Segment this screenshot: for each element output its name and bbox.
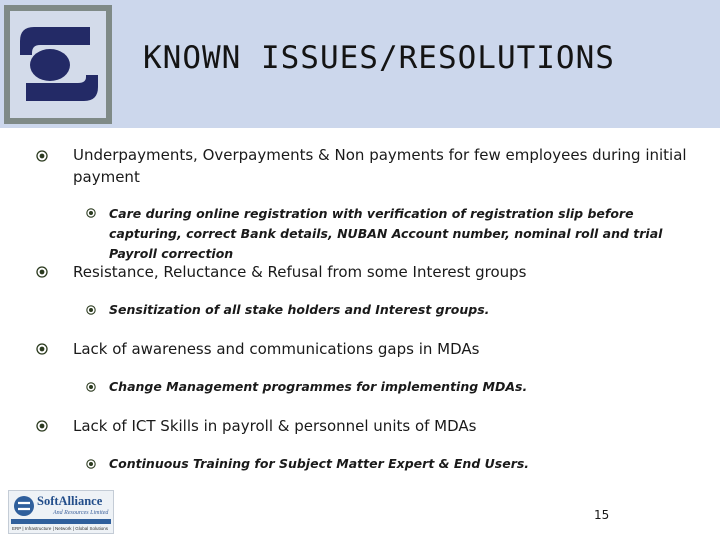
bullet-icon xyxy=(36,150,48,162)
issue-item-3: Lack of awareness and communications gaps in MDAs xyxy=(73,340,480,358)
bullet-icon xyxy=(36,420,48,432)
softalliance-logo xyxy=(8,490,114,534)
footer-logo-name: SoftAlliance xyxy=(37,494,103,508)
issue-item-4: Lack of ICT Skills in payroll & personnel units of MDAs xyxy=(73,417,477,435)
softalliance-mark-icon xyxy=(12,494,36,522)
bullet-icon xyxy=(36,266,48,278)
sub-bullet-icon xyxy=(86,459,96,469)
issue-item-2: Resistance, Reluctance & Refusal from some Interest groups xyxy=(73,263,527,281)
logo-inner xyxy=(10,11,106,118)
resolution-item-1: Care during online registration with verification of registration slip before capturing, correct Bank details, NUBAN Account number, nominal roll and trial Payroll correction xyxy=(109,206,663,261)
company-logo xyxy=(4,5,112,124)
page-number: 15 xyxy=(594,508,610,522)
resolution-item-2: Sensitization of all stake holders and Interest groups. xyxy=(109,302,490,317)
resolution-item-4: Continuous Training for Subject Matter Expert & End Users. xyxy=(109,456,530,471)
sub-bullet-icon xyxy=(86,305,96,315)
footer-logo-bar xyxy=(11,519,111,524)
footer-logo-tagline: And Resources Limited xyxy=(53,510,109,516)
sub-bullet-icon xyxy=(86,208,96,218)
issue-item-1: Underpayments, Overpayments & Non payments for few employees during initial payment xyxy=(73,146,687,186)
logo-emblem-icon xyxy=(10,11,106,118)
bullet-icon xyxy=(36,343,48,355)
page-title: KNOWN ISSUES/RESOLUTIONS xyxy=(143,40,615,76)
sub-bullet-icon xyxy=(86,382,96,392)
resolution-item-3: Change Management programmes for implementing MDAs. xyxy=(109,379,528,394)
footer-logo-services: ERP | Infrastructure | Network | Global Solutions xyxy=(12,526,108,531)
